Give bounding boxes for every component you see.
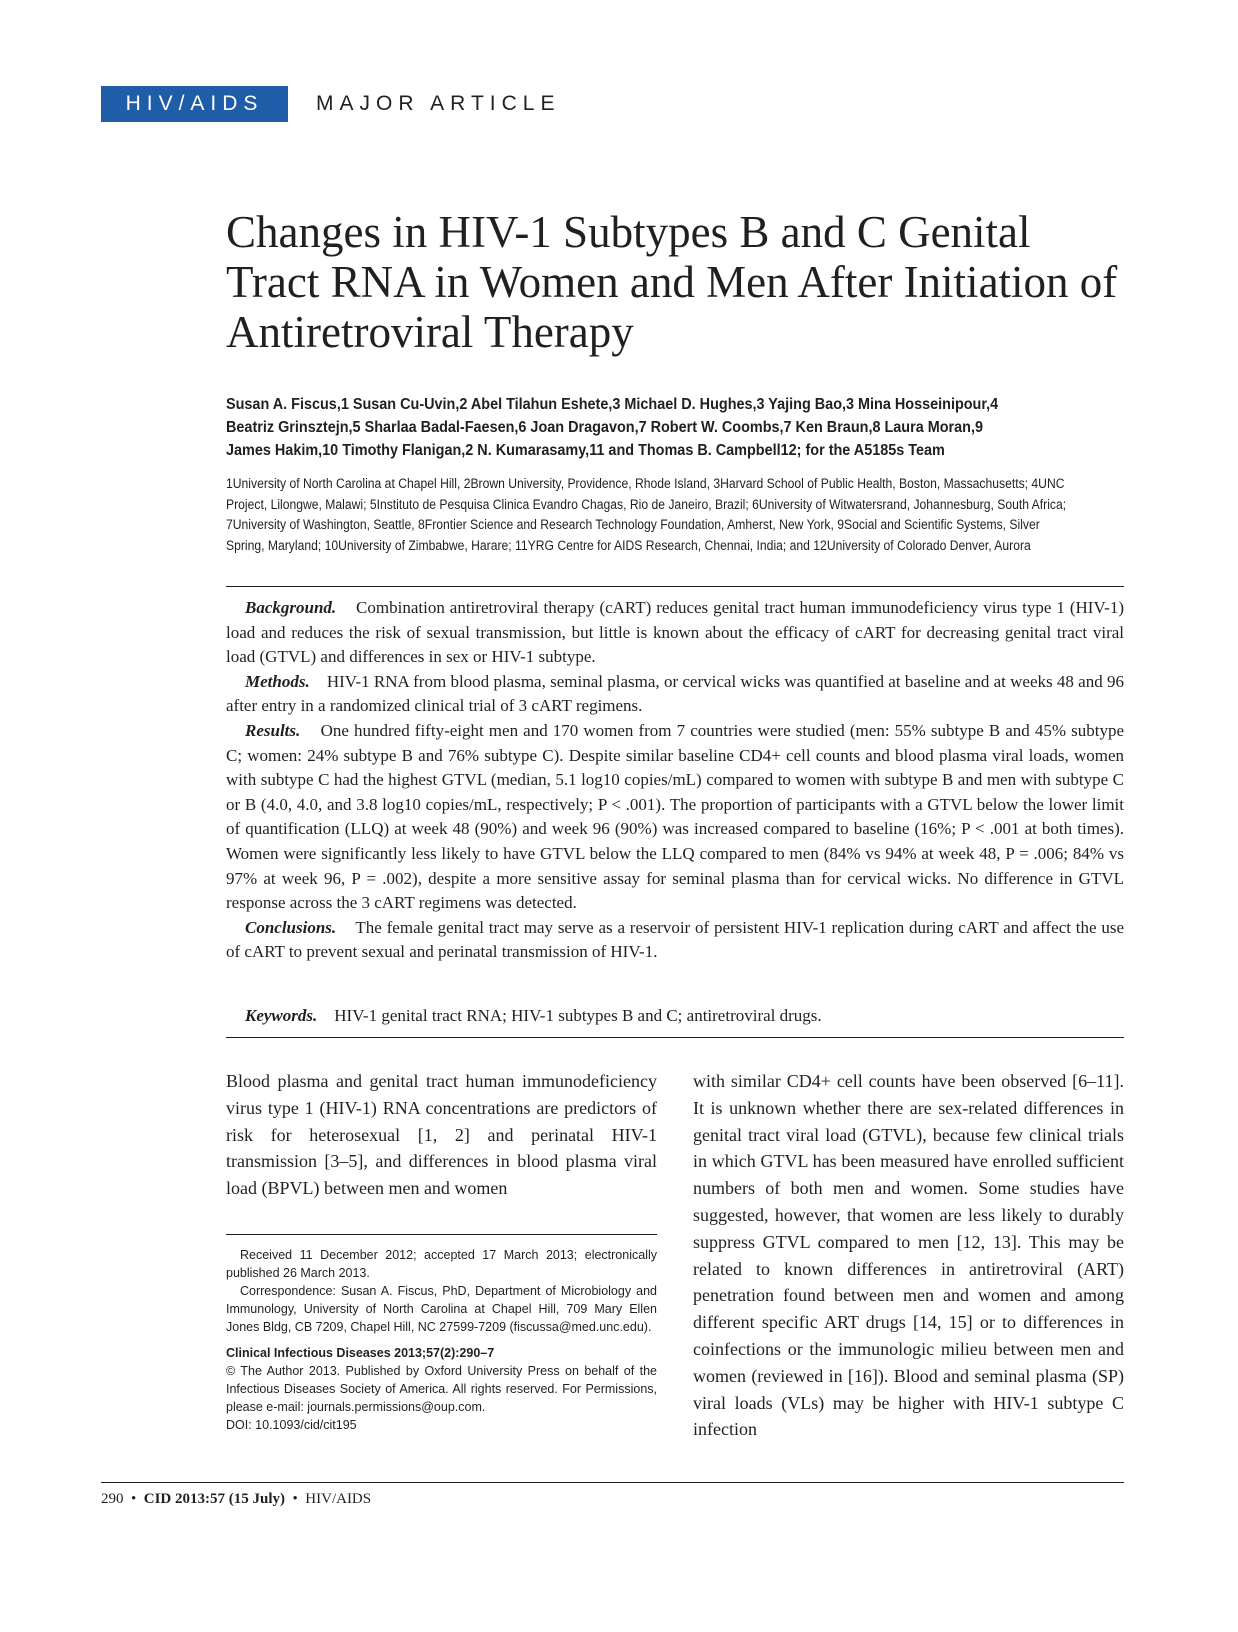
abstract-label: Conclusions. bbox=[245, 917, 337, 937]
author-line: Beatriz Grinsztejn,5 Sharlaa Badal-Faesen,6 Joan Dragavon,7 Robert W. Coombs,7 Ken Braun,8 Laura Moran,9 bbox=[226, 419, 984, 436]
article-type: MAJOR ARTICLE bbox=[316, 92, 561, 115]
abstract-label: Results. bbox=[245, 720, 301, 740]
footer-rule bbox=[101, 1482, 1124, 1483]
article-title: Changes in HIV-1 Subtypes B and C Genital Tract RNA in Women and Men After Initiation of Antiretroviral Therapy bbox=[226, 207, 1118, 357]
abstract-text: One hundred fifty-eight men and 170 women from 7 countries were studied (men: 55% subtype B and 45% subtype C; women: 24% subtype B and 76% subtype C). Despite similar baseline CD4+ cell counts and blood plasma viral loads, women with subtype C had the highest GTVL (median, 5.1 log10 copies/mL) compared to women with subtype B and men with subtype C or B (4.0, 4.0, and 3.8 log10 copies/mL, respectively; P < .001). The proportion of participants with a GTVL below the lower limit of quantification (LLQ) at week 48 (90%) and week 96 (90%) was increased compared to baseline (16%; P < .001 at both times). Women were significantly less likely to have GTVL below the LLQ compared to men (84% vs 94% at week 48, P = .006; 84% vs 97% at week 96, P = .002), despite a more sensitive assay for seminal plasma than for cervical wicks. No difference in GTVL response across the 3 cART regimens was detected. bbox=[226, 720, 1124, 913]
journal-citation: Clinical Infectious Diseases 2013;57(2):290–7 bbox=[226, 1346, 495, 1360]
abstract-label: Background. bbox=[245, 598, 337, 617]
body-paragraph: with similar CD4+ cell counts have been observed [6–11]. It is unknown whether there are sex-related differences in genital tract viral load (GTVL), because few clinical trials in which GTVL has been measured have enrolled sufficient numbers of both men and women. Some studies have suggested, however, that women are less likely to durably suppress GTVL compared to men [12, 13]. This may be related to known differences in antiretroviral (ART) penetration found between men and women and among different specific ART drugs [14, 15] or to differences in coinfections or the immunologic milieu between men and women (reviewed in [16]). Blood and seminal plasma (SP) viral loads (VLs) may be higher with HIV-1 subtype C infection bbox=[693, 1071, 1124, 1440]
abstract-text: HIV-1 RNA from blood plasma, seminal plasma, or cervical wicks was quantified at baseline and at weeks 48 and 96 after entry in a randomized clinical trial of 3 cART regimens. bbox=[226, 671, 1124, 716]
copyright-note: © The Author 2013. Published by Oxford University Press on behalf of the Infectious Diseases Society of America. All rights reserved. For Permissions, please e-mail: journals.permissions@oup.com. bbox=[226, 1364, 657, 1414]
body-paragraph: Blood plasma and genital tract human immunodeficiency virus type 1 (HIV-1) RNA concentrations are predictors of risk for heterosexual [1, 2] and perinatal HIV-1 transmission [3–5], and differences in blood plasma viral load (BPVL) between men and women bbox=[226, 1071, 657, 1199]
abstract-text: Combination antiretroviral therapy (cART) reduces genital tract human immunodeficiency virus type 1 (HIV-1) load and reduces the risk of sexual transmission, but little is known about the efficacy of cART for decreasing genital tract viral load (GTVL) and differences in sex or HIV-1 subtype. bbox=[226, 598, 1124, 667]
abstract-methods bbox=[226, 670, 1124, 719]
body-column-left bbox=[226, 1068, 657, 1202]
abstract bbox=[226, 596, 1124, 965]
received-note: Received 11 December 2012; accepted 17 March 2013; electronically published 26 March 2013. bbox=[226, 1248, 657, 1280]
keywords-label: Keywords. bbox=[245, 1006, 318, 1025]
footnote-rule bbox=[226, 1234, 657, 1235]
abstract-results bbox=[226, 719, 1124, 916]
abstract-bottom-rule bbox=[226, 1037, 1124, 1038]
abstract-conclusions bbox=[226, 916, 1124, 965]
body-column-right bbox=[693, 1068, 1124, 1443]
author-line: Susan A. Fiscus,1 Susan Cu-Uvin,2 Abel Tilahun Eshete,3 Michael D. Hughes,3 Yajing Bao,3 Mina Hosseinipour,4 bbox=[226, 396, 999, 413]
author-line: James Hakim,10 Timothy Flanigan,2 N. Kumarasamy,11 and Thomas B. Campbell12; for the A5185s Team bbox=[226, 442, 945, 459]
affiliations: 1University of North Carolina at Chapel Hill, 2Brown University, Providence, Rhode Island, 3Harvard School of Public Health, Boston, Massachusetts; 4UNC Project, Lilongwe, Malawi; 5Instituto de Pesquisa Clinica Evandro Chagas, Rio de Janeiro, Brazil; 6University of Witwatersrand, Johannesburg, South Africa; 7University of Washington, Seattle, 8Frontier Science and Research Technology Foundation, Amherst, New York, 9Social and Scientific Systems, Silver Spring, Maryland; 10University of Zimbabwe, Harare; 11YRG Centre for AIDS Research, Chennai, India; and 12University of Colorado Denver, Aurora bbox=[226, 476, 1067, 553]
abstract-label: Methods. bbox=[245, 671, 310, 691]
abstract-text: The female genital tract may serve as a reservoir of persistent HIV-1 replication during cART and affect the use of cART to prevent sexual and perinatal transmission of HIV-1. bbox=[226, 917, 1124, 962]
author-list bbox=[226, 393, 1044, 462]
doi: DOI: 10.1093/cid/cit195 bbox=[226, 1418, 357, 1432]
footer-journal: CID 2013:57 (15 July) bbox=[143, 1491, 286, 1507]
article-notes bbox=[226, 1246, 657, 1434]
correspondence-note: Correspondence: Susan A. Fiscus, PhD, Department of Microbiology and Immunology, University of North Carolina at Chapel Hill, 709 Mary Ellen Jones Bldg, CB 7209, Chapel Hill, NC 27599-7209 (fiscussa@med.unc.edu). bbox=[226, 1284, 657, 1334]
footer-section: HIV/AIDS bbox=[305, 1491, 372, 1507]
abstract-background bbox=[226, 596, 1124, 670]
footer-bullet: • bbox=[292, 1491, 298, 1507]
abstract-top-rule bbox=[226, 586, 1124, 587]
page-number: 290 bbox=[101, 1491, 124, 1507]
keywords bbox=[245, 1004, 1125, 1028]
section-tag: HIV/AIDS bbox=[101, 86, 288, 122]
page-footer bbox=[101, 1489, 1124, 1509]
keywords-text: HIV-1 genital tract RNA; HIV-1 subtypes B and C; antiretroviral drugs. bbox=[334, 1006, 822, 1025]
footer-bullet: • bbox=[131, 1491, 137, 1507]
